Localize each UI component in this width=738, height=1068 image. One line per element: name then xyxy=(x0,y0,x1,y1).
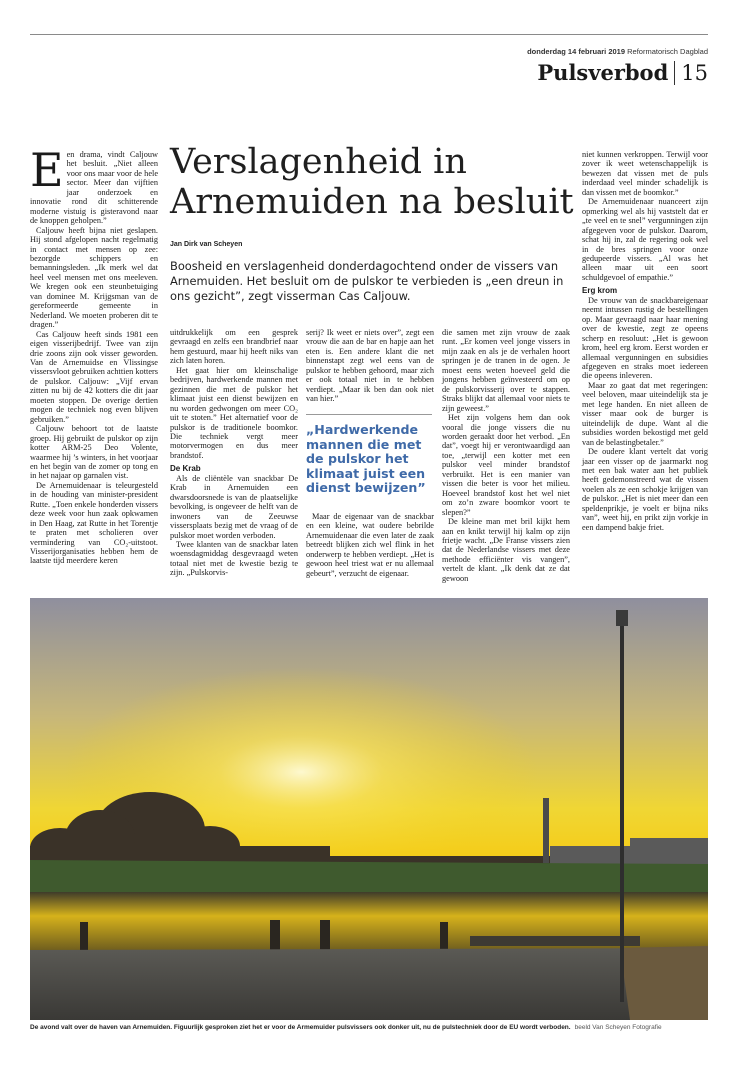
paragraph: Maar zo gaat dat met regeringen: veel beloven, maar uiteindelijk sta je met lege handen. En niet alleen de visser maar ook de burger is uiteindelijk de dupe. Want al die subsidies worden bekostigd met geld van de belastingbetaler.” xyxy=(582,380,708,447)
paragraph: De oudere klant vertelt dat vorig jaar een visser op de jaarmarkt nog met een bak water aan het publiek heeft gedemonstreerd wat de vissen voelen als ze een schokje krijgen van de pulskor. „Het is niet meer dan een speldenprikje, je voelt er bijna niks van”, weet hij, en prikt zijn vorkje in een dampend bakje friet. xyxy=(582,447,708,532)
issue-date: donderdag 14 februari 2019 xyxy=(527,47,626,56)
headline: Verslagenheid in Arnemuiden na besluit xyxy=(170,142,574,222)
subheading: De Krab xyxy=(170,464,201,474)
lead-paragraph: Boosheid en verslagenheid donderdagochtend onder de vissers van Arnemuiden. Het besluit om de pulskor te verbieden is „een dreun in ons gezicht”, zegt visserman Cas Caljouw. xyxy=(170,259,564,303)
cobbled-quay xyxy=(30,948,708,1020)
byline: Jan Dirk van Scheyen xyxy=(170,241,243,248)
paragraph: niet kunnen verkroppen. Terwijl voor zover ik weet wetenschappelijk is bewezen dat vissen met de puls inderdaad veel minder schadelijk is dan vissen met de boomkor.” xyxy=(582,150,708,197)
lamp-post xyxy=(620,622,624,1002)
drop-cap: E xyxy=(30,143,64,197)
paragraph: De Arnemuidenaar is teleurgesteld in de houding van minister-president Rutte. „Toen enkele honderden vissers deze week voor hun zaak opkwamen in Den Haag, zat Rutte in het Torentje te praten met scholieren over vermindering van CO₂-uitstoot. Visserijorganisaties hebben hem de laatste tijd meerdere keren xyxy=(30,480,158,566)
paragraph: Maar de eigenaar van de snackbar en een kleine, wat oudere bebrilde Arnemuidenaar die even later de zaak betreedt blijken zich wel flink in het onderwerp te hebben verdiept. „Het is gewoon heel triest wat er nu allemaal gebeurt”, verzucht de eigenaar. xyxy=(306,512,434,578)
article-column-2 xyxy=(170,328,298,578)
top-rule xyxy=(30,34,708,35)
paragraph: Caljouw behoort tot de laatste groep. Hij gebruikt de pulskor op zijn kotter ARM-25 Deo Volente, waarmee hij ’s winters, in het voorjaar en het begin van de zomer op tong en in het najaar op garnalen vist. xyxy=(30,424,158,481)
article-column-3b xyxy=(306,512,434,578)
article-column-4 xyxy=(442,328,570,583)
factory-chimney xyxy=(543,798,549,863)
harbor-sunset-photo xyxy=(30,598,708,1020)
section-header xyxy=(537,60,708,85)
paragraph: De kleine man met bril kijkt hem aan en knikt terwijl hij kalm op zijn frietje wacht. „De Franse vissers zien dat de Nederlandse vissers met deze methode efficiënter vis vangen”, vertelt de klant. „Ik denk dat ze dat gewoon xyxy=(442,517,570,583)
article-column-3a xyxy=(306,328,434,404)
paragraph: Twee klanten van de snackbar laten woensdagmiddag desgevraagd weten totaal niet met de kwestie bezig te zijn. „Pulskorvis- xyxy=(170,539,298,578)
article-column-5 xyxy=(582,150,708,532)
page-number: 15 xyxy=(681,61,708,85)
publication-name: Reformatorisch Dagblad xyxy=(627,47,708,56)
article-column-1 xyxy=(30,143,158,566)
dateline xyxy=(527,47,708,56)
paragraph: uitdrukkelijk om een gesprek gevraagd en zelfs een brandbrief naar hem gestuurd, maar hij heeft niks van zich laten horen. xyxy=(170,328,298,366)
caption-text: De avond valt over de haven van Arnemuiden. Figuurlijk gesproken ziet het er voor de Armemuider pulsvissers ook donker uit, nu de pulstechniek door de EU wordt verboden. xyxy=(30,1024,571,1031)
paragraph: Als de cliëntèle van snackbar De Krab in Arnemuiden een dwarsdoorsnede is van de plaatselijke bevolking, is ongeveer de helft van de inwoners van de Zeeuwse vissersplaats bezig met de vraag of de pulskor moet worden verboden. xyxy=(170,473,298,540)
subheading: Erg krom xyxy=(582,286,618,296)
paragraph: De vrouw van de snackbareigenaar neemt intussen rustig de bestellingen op. Maar gevraagd naar haar mening over de kwestie, zegt ze opeens scherp en resoluut: „Het is gewoon krom, heel erg krom. Eerst worden er allemaal vergunningen en subsidies afgegeven en straks moet iedereen die opeens inleveren. xyxy=(582,295,708,381)
quay-wall xyxy=(620,946,708,1020)
paragraph: Caljouw heeft bijna niet geslapen. Hij stond afgelopen nacht regelmatig in contact met mensen op zee: bezorgde schippers en bemanningsleden. „Ik merk wel dat heel veel mensen met ons meeleven. We kregen ook een steunbetuiging van dominee M. Krijgsman van de gereformeerde gemeente in Nederland. We moeten proberen dit te dragen.” xyxy=(30,225,158,330)
paragraph: Een drama, vindt Caljouw het besluit. „Niet alleen voor ons maar voor de hele sector. Meer dan vijftien jaar onderzoek en innovatie rond dit schitterende moderne vistuig is gisteravond naar de knoppen geholpen.” xyxy=(30,143,158,226)
paragraph: Cas Caljouw heeft sinds 1981 een eigen visserijbedrijf. Twee van zijn drie zoons zijn ook visser geworden. Van de Arnemuidse en Vlissingse vissersvloot gebruiken achttien kotters de pulskor. Caljouw: „Vijf ervan zitten nu bij de 42 kotters die dit jaar moeten stoppen. De overige dertien mogen de techniek nog even blijven gebruiken.” xyxy=(30,329,158,424)
paragraph: serij? Ik weet er niets over”, zegt een vrouw die aan de bar en hapje aan het eten is. Een andere klant die net binnenstapt zegt wel eens van de pulskor te hebben gehoord, maar zich er ook totaal niet in te hebben verdiept. „Maar ik ben dan ook niet van hier.” xyxy=(306,328,434,404)
photo-credit: beeld Van Scheyen Fotografie xyxy=(574,1024,662,1031)
paragraph: De Arnemuidenaar nuanceert zijn opmerking wel als hij vaststelt dat er „te veel en te snel” vergunningen zijn afgegeven voor de pulskor. Daarom, schat hij in, zal de regering ook wel in de bres springen voor onze gedupeerde vissers. „Al was het alleen maar uit een soort schuldgevoel of empathie.” xyxy=(582,197,708,282)
section-title: Pulsverbod xyxy=(537,60,669,85)
lamp-head xyxy=(616,610,628,626)
pull-quote: „Hardwerkende mannen die met de pulskor het klimaat juist een dienst bewijzen” xyxy=(306,414,432,496)
paragraph: Het zijn volgens hem dan ook vooral die jonge vissers die nu worden geraakt door het verbod. „En dat”, voegt hij er verontwaardigd aan toe, „terwijl een kotter met een pulskor veel minder brandstof verbruikt. Het is een manier van vissen die beter is voor het milieu. Hoeveel brandstof kost het wel niet om zo’n zware boomkor voort te slepen?” xyxy=(442,413,570,517)
jetty xyxy=(470,936,640,946)
paragraph: die samen met zijn vrouw de zaak runt. „Er komen veel jonge vissers in mijn zaak en als je de verhalen hoort springen je de tranen in de ogen. Je moest eens weten hoeveel geld die jongens hebben geïnvesteerd om op de pulskorvisserij over te stappen. Straks blijkt dat allemaal voor niets te zijn geweest.” xyxy=(442,328,570,413)
paragraph: Het gaat hier om kleinschalige bedrijven, hardwerkende mannen met gezinnen die met de pulskor het klimaat juist een dienst bewijzen en nu worden gedwongen om meer CO₂ uit te stoten.” Het alternatief voor de pulskor is de traditionele boomkor. Die techniek vergt meer motorvermogen en dus meer brandstof. xyxy=(170,365,298,460)
photo-caption xyxy=(30,1024,710,1031)
